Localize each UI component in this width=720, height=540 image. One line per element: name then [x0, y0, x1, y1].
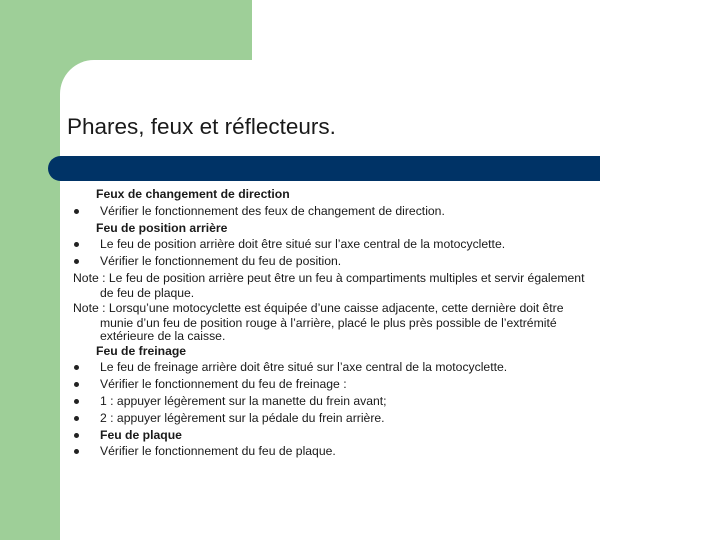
heading-brake: Feu de freinage [96, 343, 187, 358]
slide-title: Phares, feux et réflecteurs. [67, 114, 336, 139]
note-text-continued: extérieure de la caisse. [100, 328, 226, 343]
list-item: Le feu de freinage arrière doit être situé sur l’axe central de la motocyclette. [68, 359, 668, 376]
green-left-band [0, 0, 60, 540]
note-plate-light [68, 270, 668, 300]
list-item: Vérifier le fonctionnement du feu de position. [68, 253, 668, 270]
list-item: 2 : appuyer légèrement sur la pédale du frein arrière. [68, 410, 668, 427]
list-item: Vérifier le fonctionnement des feux de changement de direction. [68, 203, 668, 220]
list-item: Vérifier le fonctionnement du feu de plaque. [68, 443, 668, 460]
note-sidecar [68, 300, 668, 343]
note-text-continued: munie d’un feu de position rouge à l’arrière, placé le plus près possible de l’extrémité [100, 315, 557, 330]
heading-direction: Feux de changement de direction [96, 187, 290, 201]
slide-body [68, 186, 668, 460]
note-text-continued: de feu de plaque. [100, 285, 195, 300]
list-item: Vérifier le fonctionnement du feu de freinage : [68, 376, 668, 393]
note-text: Note : Le feu de position arrière peut être un feu à compartiments multiples et servir également [73, 270, 585, 285]
list-item: Le feu de position arrière doit être situé sur l’axe central de la motocyclette. [68, 236, 668, 253]
heading-position: Feu de position arrière [96, 220, 228, 235]
heading-plate: Feu de plaque [68, 427, 668, 444]
title-rule [48, 156, 600, 181]
note-text: Note : Lorsqu’une motocyclette est équipée d’une caisse adjacente, cette dernière doit être [73, 300, 564, 315]
list-item: 1 : appuyer légèrement sur la manette du frein avant; [68, 393, 668, 410]
